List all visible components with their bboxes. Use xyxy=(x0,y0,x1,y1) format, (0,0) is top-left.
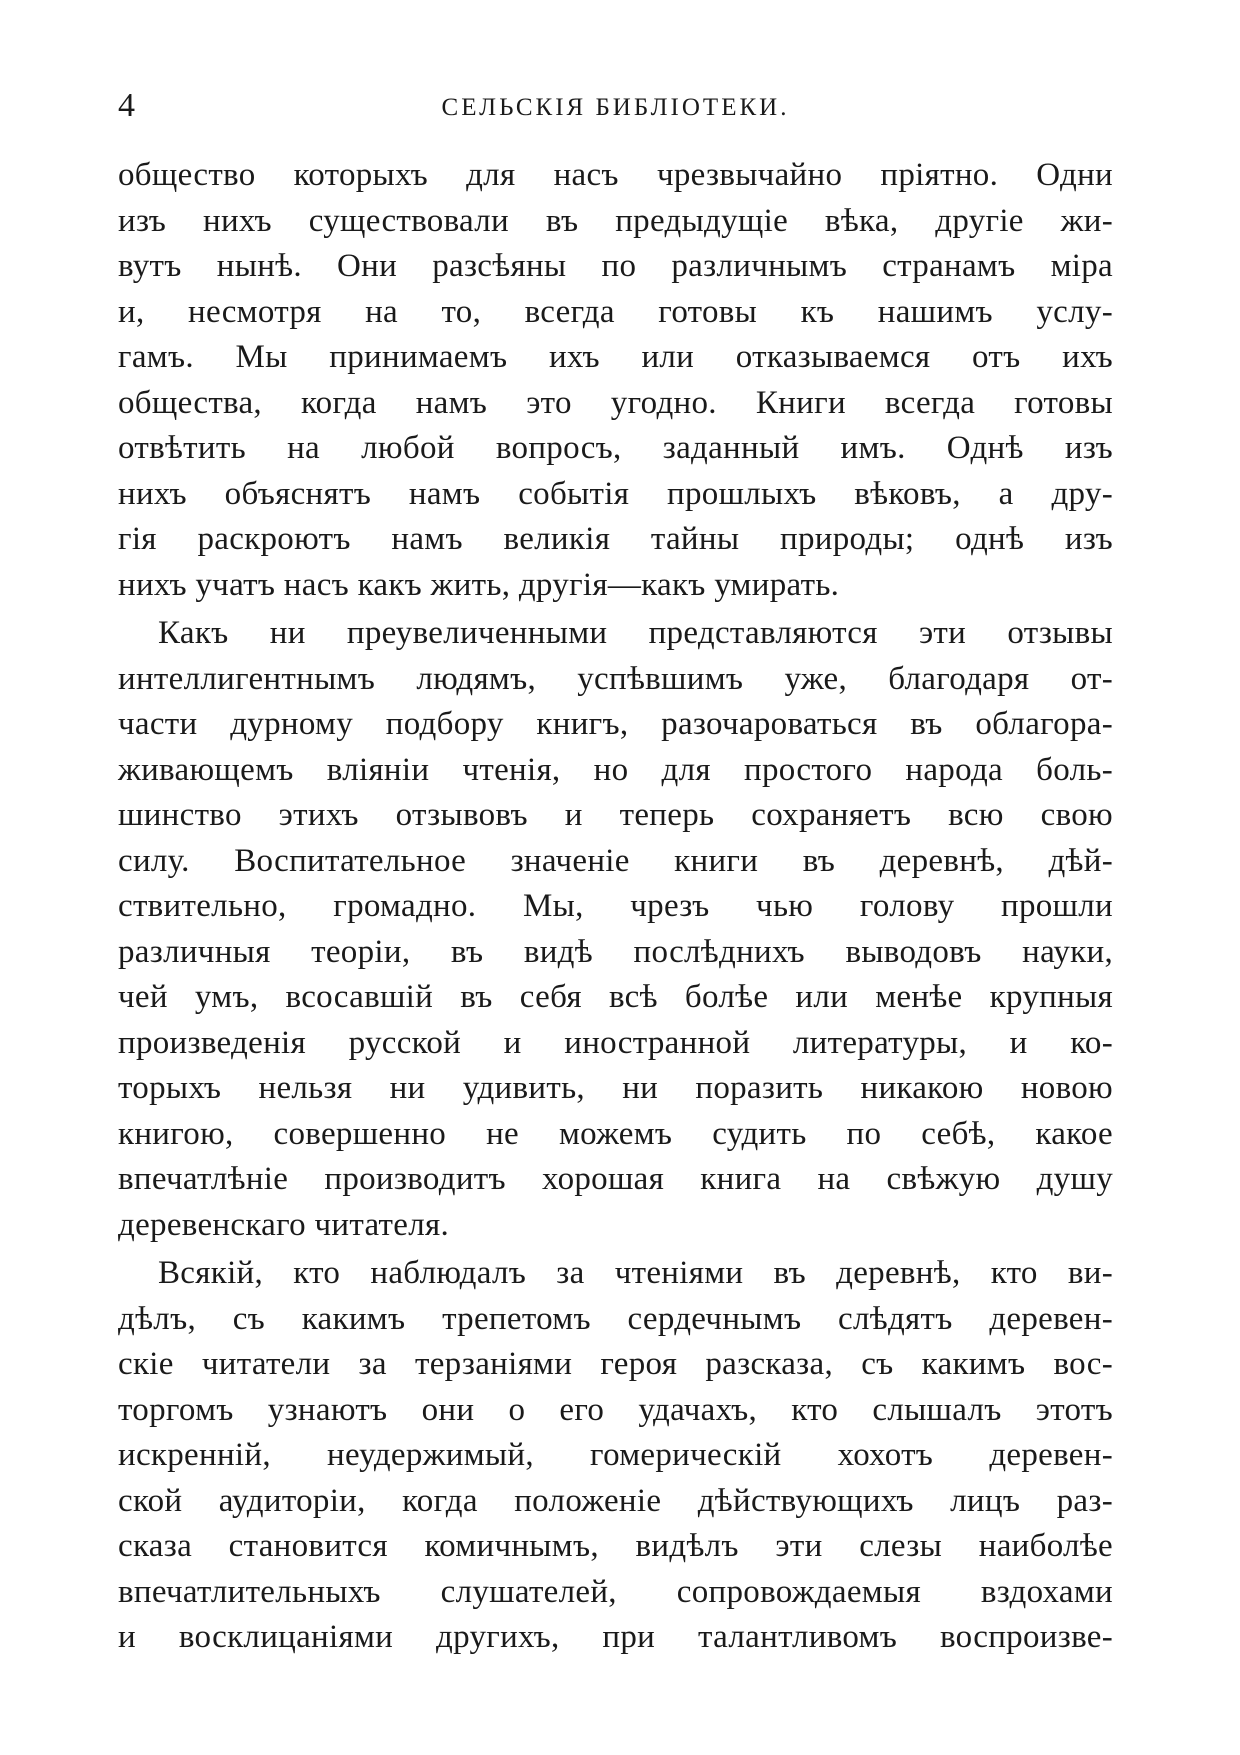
text-line: произведенія русской и иностранной литературы, и ко- xyxy=(118,1024,1113,1061)
text-line: деревенскаго читателя. xyxy=(118,1206,450,1243)
text-line: скіе читатели за терзаніями героя разсказа, съ какимъ вос- xyxy=(118,1346,1113,1382)
text-line: различныя теоріи, въ видѣ послѣднихъ выводовъ науки, xyxy=(118,933,1113,970)
paragraph-2 xyxy=(118,611,1113,1248)
paragraph-1 xyxy=(118,153,1113,608)
text-line: и, несмотря на то, всегда готовы къ нашимъ услу- xyxy=(118,293,1113,330)
text-line: гія раскроютъ намъ великія тайны природы; однѣ изъ xyxy=(118,521,1113,557)
text-line: и восклицаніями другихъ, при талантливомъ воспроизве- xyxy=(118,1619,1113,1655)
text-line: живающемъ вліяніи чтенія, но для простого народа боль- xyxy=(118,751,1113,788)
text-line: сказа становится комичнымъ, видѣлъ эти слезы наиболѣе xyxy=(118,1528,1113,1564)
text-line: Какъ ни преувеличенными представляются эти отзывы xyxy=(158,615,1113,651)
text-line: искренній, неудержимый, гомерическій хохотъ деревен- xyxy=(118,1437,1113,1473)
text-line: общества, когда намъ это угодно. Книги всегда готовы xyxy=(118,384,1113,421)
text-line: интеллигентнымъ людямъ, успѣвшимъ уже, благодаря от- xyxy=(118,660,1113,697)
text-line: части дурному подбору книгъ, разочароваться въ облагора- xyxy=(118,706,1113,742)
text-line: нихъ учатъ насъ какъ жить, другія—какъ умирать. xyxy=(118,566,840,603)
text-line: ской аудиторіи, когда положеніе дѣйствующихъ лицъ раз- xyxy=(118,1482,1113,1519)
page-header xyxy=(118,86,1113,126)
paragraph-3 xyxy=(118,1251,1113,1661)
text-line: впечатлительныхъ слушателей, сопровождаемыя вздохами xyxy=(118,1573,1113,1610)
text-line: изъ нихъ существовали въ предыдущіе вѣка, другіе жи- xyxy=(118,202,1113,239)
text-line: ствительно, громадно. Мы, чрезъ чью голову прошли xyxy=(118,888,1113,924)
text-line: книгою, совершенно не можемъ судить по себѣ, какое xyxy=(118,1115,1113,1152)
text-line: гамъ. Мы принимаемъ ихъ или отказываемся отъ ихъ xyxy=(118,339,1113,375)
text-line: чей умъ, всосавшій въ себя всѣ болѣе или менѣе крупныя xyxy=(118,979,1113,1015)
text-line: шинство этихъ отзывовъ и теперь сохраняетъ всю свою xyxy=(118,797,1113,833)
text-line: нихъ объяснятъ намъ событія прошлыхъ вѣковъ, а дру- xyxy=(118,475,1113,512)
text-line: отвѣтить на любой вопросъ, заданный имъ. Однѣ изъ xyxy=(118,430,1113,466)
page-number: 4 xyxy=(118,87,135,124)
body-text xyxy=(118,153,1113,1661)
running-title: СЕЛЬСКІЯ БИБЛІОТЕКИ. xyxy=(441,94,790,121)
text-line: Всякій, кто наблюдалъ за чтеніями въ деревнѣ, кто ви- xyxy=(158,1255,1113,1291)
text-line: дѣлъ, съ какимъ трепетомъ сердечнымъ слѣдятъ деревен- xyxy=(118,1300,1113,1337)
text-line: силу. Воспитательное значеніе книги въ деревнѣ, дѣй- xyxy=(118,842,1113,879)
text-line: торгомъ узнаютъ они о его удачахъ, кто слышалъ этотъ xyxy=(118,1391,1113,1428)
text-line: общество которыхъ для насъ чрезвычайно пріятно. Одни xyxy=(118,157,1113,193)
text-line: торыхъ нельзя ни удивить, ни поразить никакою новою xyxy=(118,1070,1113,1106)
text-line: вутъ нынѣ. Они разсѣяны по различнымъ странамъ міра xyxy=(118,248,1113,284)
text-line: впечатлѣніе производитъ хорошая книга на свѣжую душу xyxy=(118,1161,1113,1197)
